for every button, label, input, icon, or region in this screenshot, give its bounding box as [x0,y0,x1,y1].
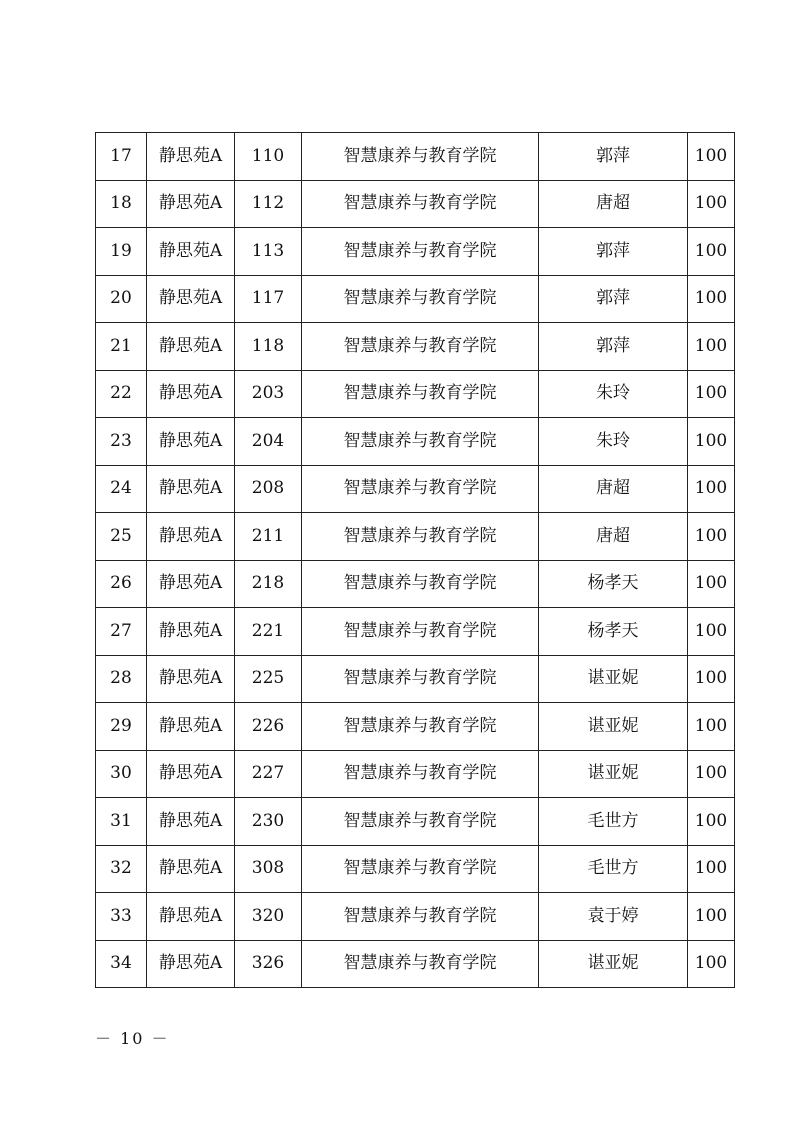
building-cell: 静思苑A [147,893,235,941]
college-cell: 智慧康养与教育学院 [302,228,539,276]
room-number-cell: 117 [235,275,302,323]
table-row [96,323,735,371]
row-number-cell: 31 [96,798,147,846]
responsible-person-cell: 谌亚妮 [539,940,688,988]
responsible-person-cell: 毛世方 [539,798,688,846]
score-cell: 100 [688,133,735,181]
college-cell: 智慧康养与教育学院 [302,180,539,228]
table-row [96,608,735,656]
building-cell: 静思苑A [147,180,235,228]
row-number-cell: 23 [96,418,147,466]
row-number-cell: 22 [96,370,147,418]
responsible-person-cell: 谌亚妮 [539,750,688,798]
college-cell: 智慧康养与教育学院 [302,465,539,513]
row-number-cell: 21 [96,323,147,371]
room-number-cell: 118 [235,323,302,371]
page-number: － 10 － [95,1029,170,1048]
room-number-cell: 204 [235,418,302,466]
room-number-cell: 208 [235,465,302,513]
building-cell: 静思苑A [147,608,235,656]
score-cell: 100 [688,323,735,371]
row-number-cell: 33 [96,893,147,941]
table-body [96,133,735,988]
building-cell: 静思苑A [147,703,235,751]
college-cell: 智慧康养与教育学院 [302,655,539,703]
score-cell: 100 [688,893,735,941]
row-number-cell: 20 [96,275,147,323]
building-cell: 静思苑A [147,228,235,276]
college-cell: 智慧康养与教育学院 [302,323,539,371]
table-row [96,940,735,988]
score-cell: 100 [688,940,735,988]
row-number-cell: 17 [96,133,147,181]
college-cell: 智慧康养与教育学院 [302,370,539,418]
building-cell: 静思苑A [147,465,235,513]
room-number-cell: 113 [235,228,302,276]
row-number-cell: 27 [96,608,147,656]
score-cell: 100 [688,228,735,276]
building-cell: 静思苑A [147,323,235,371]
table-row [96,655,735,703]
table-row [96,750,735,798]
college-cell: 智慧康养与教育学院 [302,418,539,466]
score-cell: 100 [688,370,735,418]
college-cell: 智慧康养与教育学院 [302,608,539,656]
building-cell: 静思苑A [147,133,235,181]
table-row [96,893,735,941]
room-number-cell: 225 [235,655,302,703]
dormitory-score-table [95,132,735,988]
score-cell: 100 [688,513,735,561]
college-cell: 智慧康养与教育学院 [302,560,539,608]
score-cell: 100 [688,750,735,798]
room-number-cell: 112 [235,180,302,228]
row-number-cell: 34 [96,940,147,988]
room-number-cell: 230 [235,798,302,846]
score-cell: 100 [688,608,735,656]
room-number-cell: 226 [235,703,302,751]
responsible-person-cell: 郭萍 [539,133,688,181]
score-cell: 100 [688,703,735,751]
responsible-person-cell: 杨孝天 [539,608,688,656]
building-cell: 静思苑A [147,418,235,466]
responsible-person-cell: 谌亚妮 [539,703,688,751]
room-number-cell: 320 [235,893,302,941]
college-cell: 智慧康养与教育学院 [302,940,539,988]
room-number-cell: 221 [235,608,302,656]
college-cell: 智慧康养与教育学院 [302,845,539,893]
row-number-cell: 18 [96,180,147,228]
table-row [96,560,735,608]
building-cell: 静思苑A [147,560,235,608]
table-row [96,513,735,561]
table-row [96,703,735,751]
table-row [96,370,735,418]
score-cell: 100 [688,655,735,703]
building-cell: 静思苑A [147,655,235,703]
room-number-cell: 211 [235,513,302,561]
college-cell: 智慧康养与教育学院 [302,893,539,941]
building-cell: 静思苑A [147,275,235,323]
table-row [96,465,735,513]
table-row [96,798,735,846]
row-number-cell: 19 [96,228,147,276]
college-cell: 智慧康养与教育学院 [302,275,539,323]
college-cell: 智慧康养与教育学院 [302,703,539,751]
college-cell: 智慧康养与教育学院 [302,798,539,846]
table-row [96,228,735,276]
college-cell: 智慧康养与教育学院 [302,513,539,561]
score-cell: 100 [688,465,735,513]
row-number-cell: 24 [96,465,147,513]
room-number-cell: 308 [235,845,302,893]
building-cell: 静思苑A [147,370,235,418]
row-number-cell: 30 [96,750,147,798]
room-number-cell: 203 [235,370,302,418]
building-cell: 静思苑A [147,750,235,798]
responsible-person-cell: 郭萍 [539,275,688,323]
college-cell: 智慧康养与教育学院 [302,133,539,181]
table-row [96,180,735,228]
row-number-cell: 26 [96,560,147,608]
responsible-person-cell: 朱玲 [539,418,688,466]
responsible-person-cell: 袁于婷 [539,893,688,941]
college-cell: 智慧康养与教育学院 [302,750,539,798]
row-number-cell: 25 [96,513,147,561]
responsible-person-cell: 唐超 [539,465,688,513]
responsible-person-cell: 朱玲 [539,370,688,418]
score-cell: 100 [688,275,735,323]
row-number-cell: 28 [96,655,147,703]
room-number-cell: 110 [235,133,302,181]
building-cell: 静思苑A [147,798,235,846]
building-cell: 静思苑A [147,513,235,561]
building-cell: 静思苑A [147,845,235,893]
responsible-person-cell: 唐超 [539,513,688,561]
row-number-cell: 32 [96,845,147,893]
table-row [96,133,735,181]
room-number-cell: 326 [235,940,302,988]
score-cell: 100 [688,798,735,846]
room-number-cell: 218 [235,560,302,608]
room-number-cell: 227 [235,750,302,798]
score-cell: 100 [688,418,735,466]
responsible-person-cell: 谌亚妮 [539,655,688,703]
responsible-person-cell: 杨孝天 [539,560,688,608]
responsible-person-cell: 毛世方 [539,845,688,893]
score-cell: 100 [688,560,735,608]
table-row [96,418,735,466]
responsible-person-cell: 郭萍 [539,228,688,276]
row-number-cell: 29 [96,703,147,751]
responsible-person-cell: 唐超 [539,180,688,228]
table-row [96,845,735,893]
table-row [96,275,735,323]
responsible-person-cell: 郭萍 [539,323,688,371]
building-cell: 静思苑A [147,940,235,988]
score-cell: 100 [688,845,735,893]
score-cell: 100 [688,180,735,228]
